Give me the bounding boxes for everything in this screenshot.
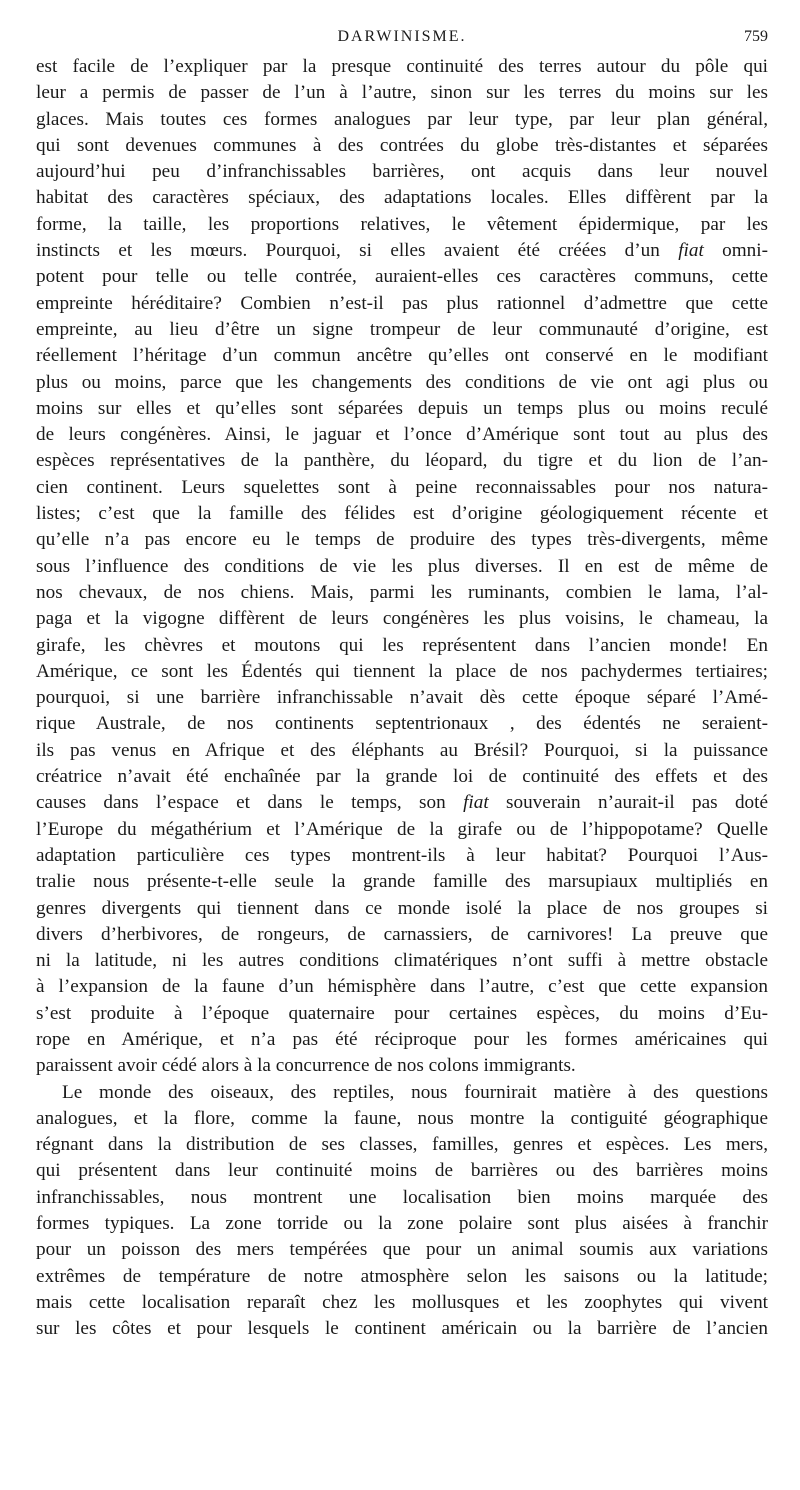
- text-line: à l’expansion de la faune d’un hémisphère dans l’autre, c’est que cette expansion: [36, 976, 768, 998]
- text-line: paga et la vigogne diffèrent de leurs congénères les plus voisins, le chameau, la: [36, 608, 768, 630]
- text-line: Amérique, ce sont les Édentés qui tiennent la place de nos pachydermes tertiaires;: [36, 660, 768, 682]
- book-page: [36, 28, 768, 1343]
- text-line: ils pas venus en Afrique et des éléphants au Brésil? Pourquoi, si la puissance: [36, 739, 768, 761]
- text-line: causes dans l’espace et dans le temps, son fiat souverain n’aurait-il pas doté: [36, 792, 769, 814]
- text-line: genres divergents qui tiennent dans ce monde isolé la place de nos groupes si: [36, 897, 768, 919]
- text-line: empreinte héréditaire? Combien n’est-il pas plus rationnel d’admettre que cette: [36, 292, 768, 314]
- text-line: qui présentent dans leur continuité moins de barrières ou des barrières moins: [36, 1160, 768, 1182]
- text-line: Le monde des oiseaux, des reptiles, nous fournirait matière à des questions: [62, 1081, 768, 1103]
- text-line: instincts et les mœurs. Pourquoi, si elles avaient été créées d’un fiat omni-: [36, 240, 768, 262]
- text-line: qui sont devenues communes à des contrées du globe très-distantes et séparées: [36, 134, 768, 156]
- text-line: créatrice n’avait été enchaînée par la grande loi de continuité des effets et des: [36, 766, 768, 788]
- text-line: aujourd’hui peu d’infranchissables barrières, ont acquis dans leur nouvel: [36, 161, 768, 183]
- text-line: divers d’herbivores, de rongeurs, de carnassiers, de carnivores! La preuve que: [36, 923, 768, 945]
- text-line: rique Australe, de nos continents septentrionaux , des édentés ne seraient-: [36, 713, 768, 735]
- text-line: qu’elle n’a pas encore eu le temps de produire des types très-divergents, même: [36, 529, 768, 551]
- text-line: rope en Amérique, et n’a pas été réciproque pour les formes américaines qui: [36, 1028, 768, 1050]
- text-line: de leurs congénères. Ainsi, le jaguar et l’once d’Amérique sont tout au plus des: [36, 424, 768, 446]
- page-number: 759: [744, 28, 768, 45]
- text-line: paraissent avoir cédé alors à la concurrence de nos colons immigrants.: [36, 1055, 576, 1077]
- text-line: plus ou moins, parce que les changements des conditions de vie ont agi plus ou: [36, 371, 768, 393]
- text-line: glaces. Mais toutes ces formes analogues par leur type, par leur plan général,: [36, 108, 768, 130]
- running-title: DARWINISME.: [337, 28, 467, 45]
- text-line: empreinte, au lieu d’être un signe trompeur de leur communauté d’origine, est: [36, 318, 768, 340]
- text-line: réellement l’héritage d’un commun ancêtre qu’elles ont conservé en le modifiant: [36, 345, 768, 367]
- text-line: pour un poisson des mers tempérées que pour un animal soumis aux variations: [36, 1239, 768, 1261]
- paragraph-2: [36, 1080, 768, 1343]
- text-line: nos chevaux, de nos chiens. Mais, parmi les ruminants, combien le lama, l’al-: [36, 581, 768, 603]
- text-line: adaptation particulière ces types montrent-ils à leur habitat? Pourquoi l’Aus-: [36, 844, 768, 866]
- text-line: potent pour telle ou telle contrée, auraient-elles ces caractères communs, cette: [36, 266, 768, 288]
- text-line: espèces représentatives de la panthère, du léopard, du tigre et du lion de l’an-: [36, 450, 768, 472]
- text-line: cien continent. Leurs squelettes sont à peine reconnaissables pour nos natura-: [36, 476, 768, 498]
- text-line: infranchissables, nous montrent une localisation bien moins marquée des: [36, 1186, 768, 1208]
- text-line: girafe, les chèvres et moutons qui les représentent dans l’ancien monde! En: [36, 634, 768, 656]
- text-line: s’est produite à l’époque quaternaire pour certaines espèces, du moins d’Eu-: [36, 1002, 768, 1024]
- text-line: leur a permis de passer de l’un à l’autre, sinon sur les terres du moins sur les: [36, 82, 768, 104]
- text-line: listes; c’est que la famille des félides est d’origine géologiquement récente et: [36, 503, 768, 525]
- paragraph-1: [36, 54, 768, 1080]
- text-line: extrêmes de température de notre atmosphère selon les saisons ou la latitude;: [36, 1265, 768, 1287]
- italic-term: fiat: [463, 792, 489, 814]
- text-line: formes typiques. La zone torride ou la zone polaire sont plus aisées à franchir: [36, 1213, 768, 1235]
- text-line: sur les côtes et pour lesquels le continent américain ou la barrière de l’ancien: [36, 1318, 768, 1340]
- text-line: analogues, et la flore, comme la faune, nous montre la contiguité géographique: [36, 1107, 768, 1129]
- text-line: régnant dans la distribution de ses classes, familles, genres et espèces. Les mers,: [36, 1134, 768, 1156]
- text-line: l’Europe du mégathérium et l’Amérique de la girafe ou de l’hippopotame? Quelle: [36, 818, 768, 840]
- text-line: sous l’influence des conditions de vie les plus diverses. Il en est de même de: [36, 555, 768, 577]
- text-line: pourquoi, si une barrière infranchissable n’avait dès cette époque séparé l’Amé-: [36, 687, 768, 709]
- text-line: moins sur elles et qu’elles sont séparées depuis un temps plus ou moins reculé: [36, 397, 768, 419]
- text-line: est facile de l’expliquer par la presque continuité des terres autour du pôle qui: [36, 56, 768, 77]
- running-head: [36, 28, 768, 54]
- text-line: habitat des caractères spéciaux, des adaptations locales. Elles diffèrent par la: [36, 187, 768, 209]
- text-line: tralie nous présente-t-elle seule la grande famille des marsupiaux multipliés en: [36, 871, 768, 893]
- bottom-specks: [60, 1448, 750, 1452]
- body-text: [36, 54, 768, 1343]
- text-line: ni la latitude, ni les autres conditions climatériques n’ont suffi à mettre obstacle: [36, 950, 768, 972]
- text-line: forme, la taille, les proportions relatives, le vêtement épidermique, par les: [36, 213, 768, 235]
- italic-term: fiat: [678, 240, 704, 262]
- text-line: mais cette localisation reparaît chez les mollusques et les zoophytes qui vivent: [36, 1291, 768, 1313]
